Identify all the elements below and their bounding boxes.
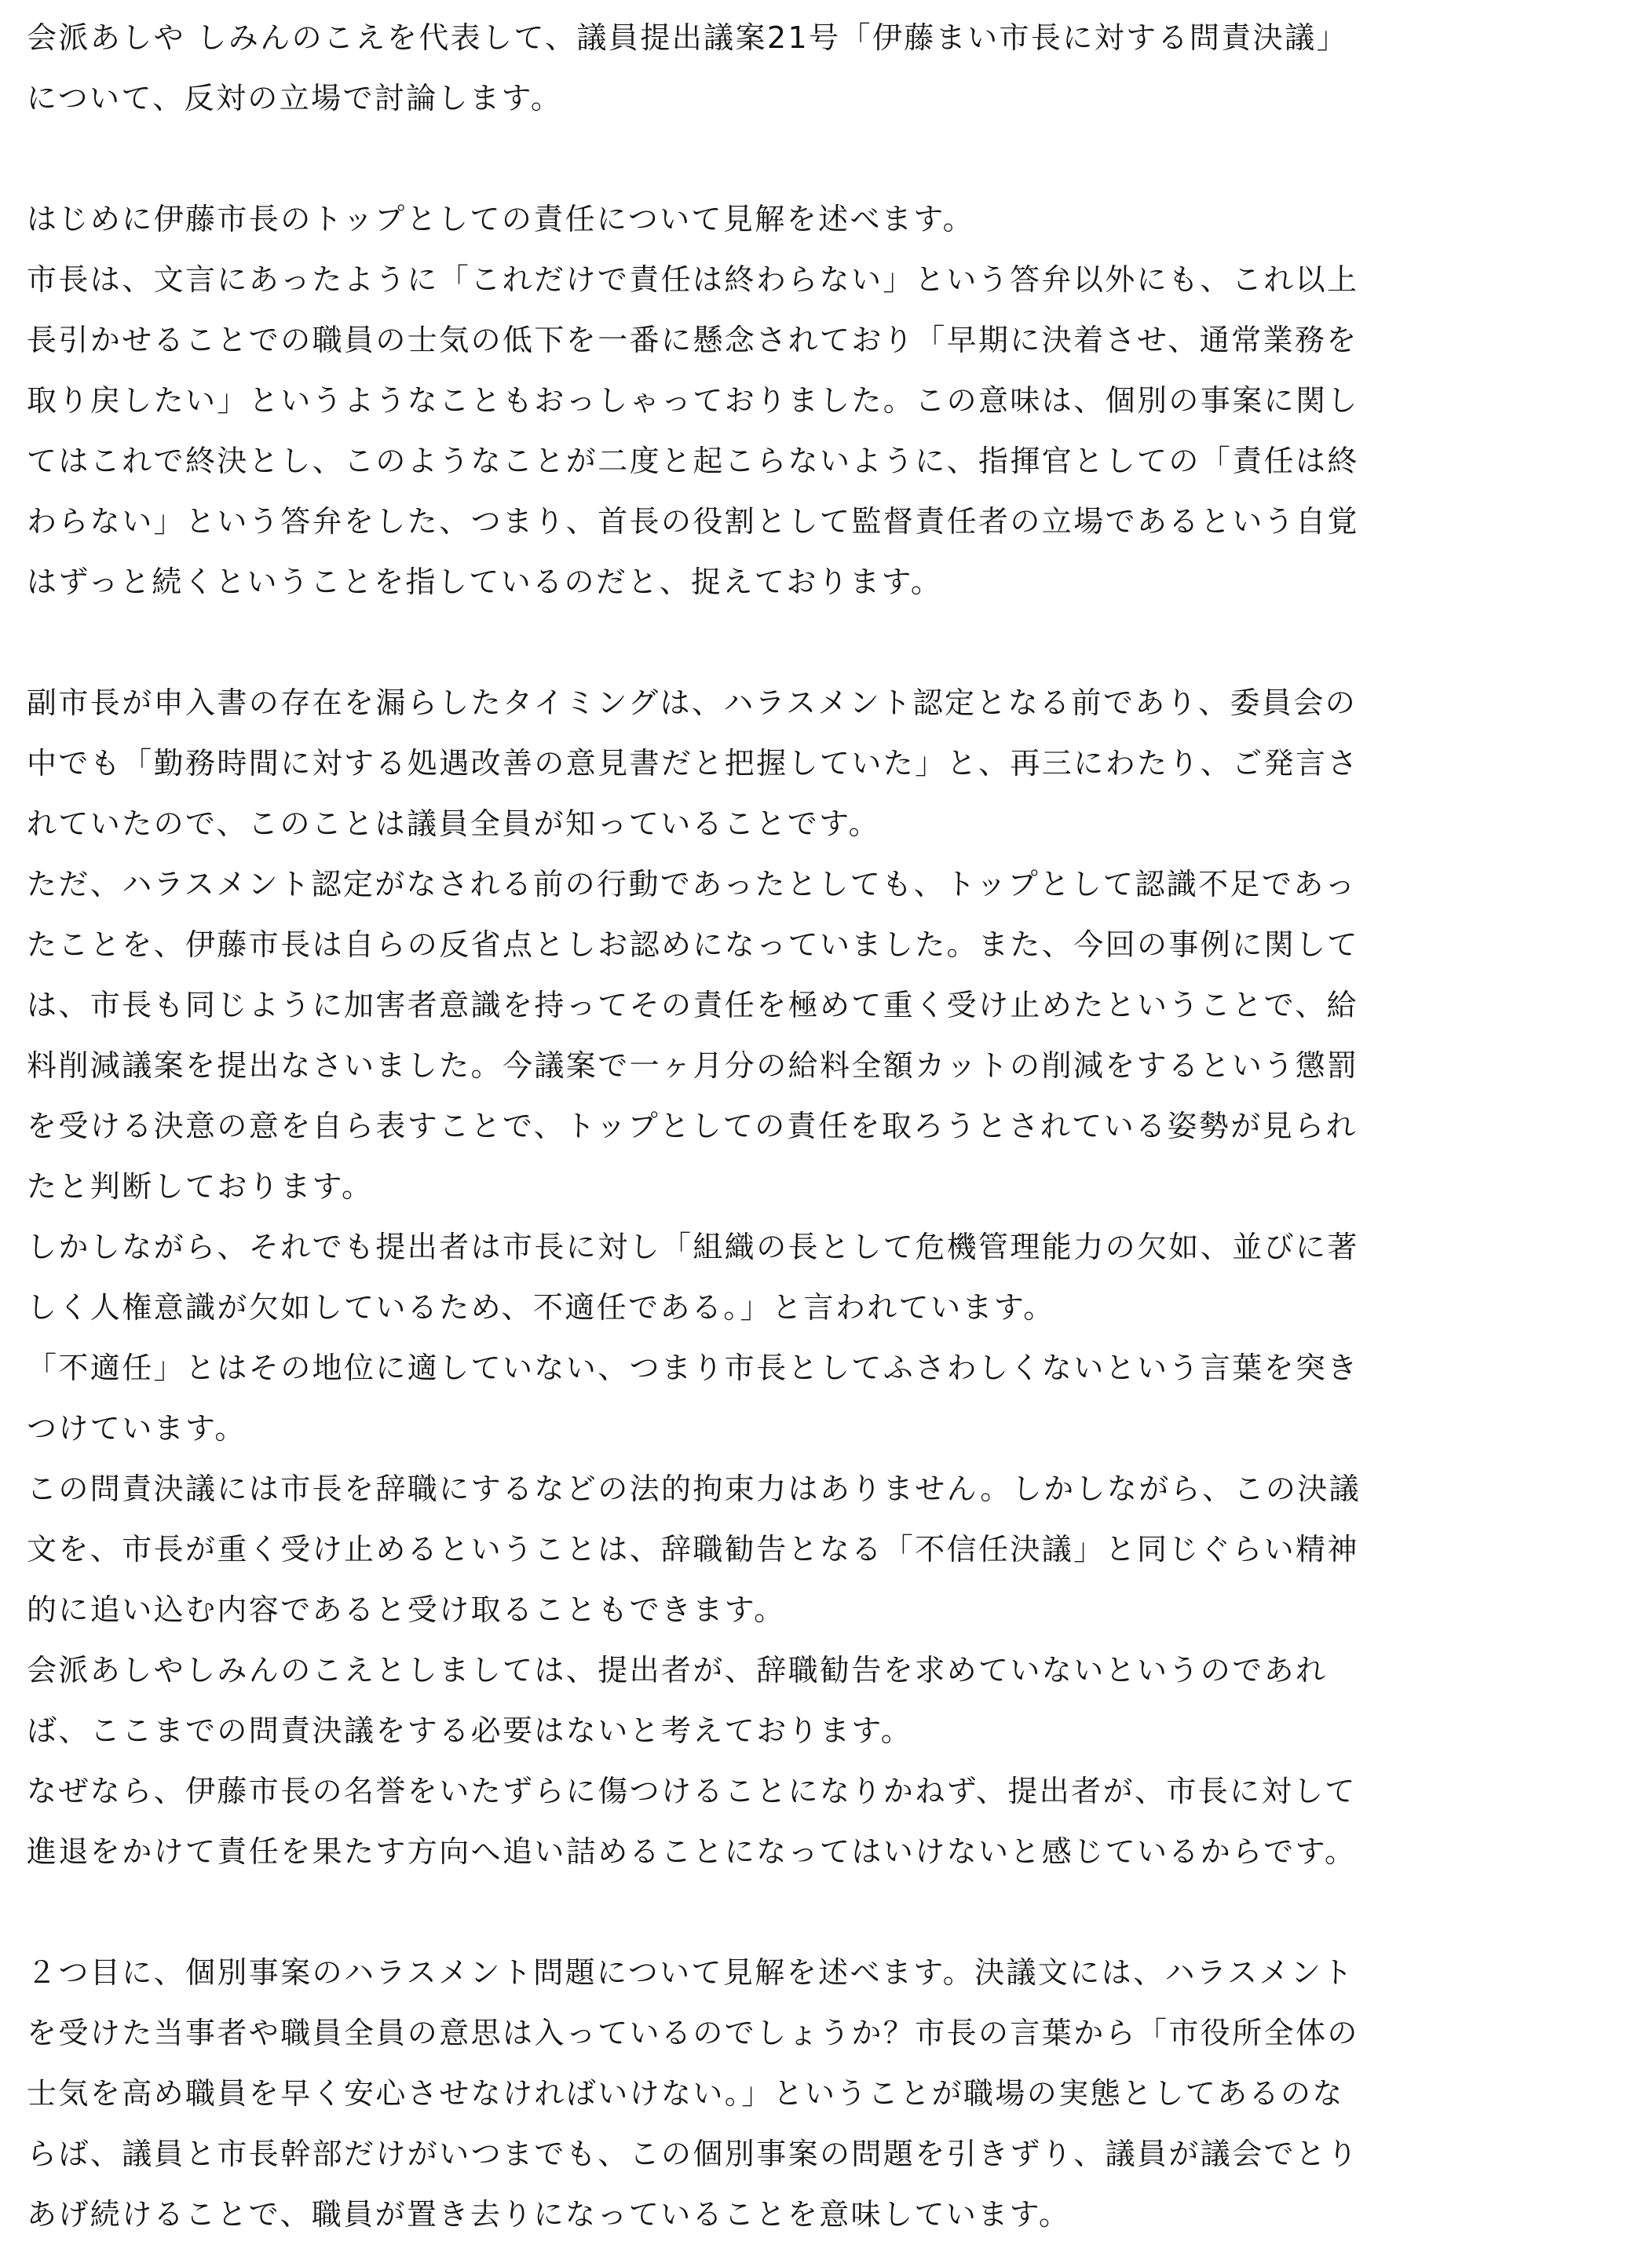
text-line: この問責決議には市長を辞職にするなどの法的拘束力はありません。しかしながら、この決議 bbox=[27, 1472, 1361, 1506]
text-line: ただ、ハラスメント認定がなされる前の行動であったとしても、トップとして認識不足であっ bbox=[27, 867, 1357, 901]
text-line: を受ける決意の意を自ら表すことで、トップとしての責任を取ろうとされている姿勢が見られ bbox=[27, 1109, 1358, 1143]
text-line: れていたので、このことは議員全員が知っていることです。 bbox=[27, 806, 881, 841]
text-line: はじめに伊藤市長のトップとしての責任について見解を述べます。 bbox=[27, 202, 975, 236]
text-line: てはこれで終決とし、このようなことが二度と起こらないように、指揮官としての「責任は終 bbox=[27, 444, 1359, 478]
text-line: たことを、伊藤市長は自らの反省点としお認めになっていました。また、今回の事例に関して bbox=[27, 927, 1359, 962]
paragraph-mayor-responsibility bbox=[27, 189, 1621, 612]
text-line: 取り戻したい」というようなこともおっしゃっておりました。この意味は、個別の事案に関し bbox=[27, 383, 1359, 418]
text-line: について、反対の立場で討論します。 bbox=[27, 81, 563, 115]
text-line: 進退をかけて責任を果たす方向へ追い詰めることになってはいけないと感じているからです。 bbox=[27, 1834, 1357, 1869]
text-line: わらない」という答弁をした、つまり、首長の役割として監督責任者の立場であるという自覚 bbox=[27, 504, 1359, 539]
text-line: 副市長が申入書の存在を漏らしたタイミングは、ハラスメント認定となる前であり、委員会の bbox=[27, 686, 1358, 720]
text-line: しく人権意識が欠如しているため、不適任である。」と言われています。 bbox=[27, 1290, 1055, 1325]
text-line: ば、ここまでの問責決議をする必要はないと考えております。 bbox=[27, 1713, 913, 1748]
text-line: 的に追い込む内容であると受け取ることもできます。 bbox=[27, 1592, 786, 1627]
text-line: ２つ目に、個別事案のハラスメント問題について見解を述べます。決議文には、ハラスメント bbox=[27, 1955, 1354, 1990]
text-line: 会派あしや しみんのこえを代表して、議員提出議案21号「伊藤まい市長に対する問責決議」 bbox=[27, 20, 1348, 55]
text-line: を受けた当事者や職員全員の意思は入っているのでしょうか？市長の言葉から「市役所全体の bbox=[27, 2016, 1359, 2050]
text-line: は、市長も同じように加害者意識を持ってその責任を極めて重く受け止めたということで、給 bbox=[27, 988, 1359, 1022]
text-line: 文を、市長が重く受け止めるということは、辞職勧告となる「不信任決議」と同じぐらい精神 bbox=[27, 1532, 1359, 1567]
paragraph-intro bbox=[27, 8, 1621, 129]
text-line: つけています。 bbox=[27, 1411, 247, 1446]
paragraph-gap bbox=[27, 612, 1621, 673]
text-line: 「不適任」とはその地位に適していない、つまり市長としてふさわしくないという言葉を突き bbox=[27, 1351, 1359, 1385]
text-line: しかしながら、それでも提出者は市長に対し「組織の長として危機管理能力の欠如、並びに著 bbox=[27, 1230, 1359, 1264]
text-line: あげ続けることで、職員が置き去りになっていることを意味しています。 bbox=[27, 2197, 1071, 2232]
text-line: 中でも「勤務時間に対する処遇改善の意見書だと把握していた」と、再三にわたり、ご発言さ bbox=[27, 746, 1359, 781]
text-line: 市長は、文言にあったように「これだけで責任は終わらない」という答弁以外にも、これ以上 bbox=[27, 262, 1359, 297]
paragraph-gap bbox=[27, 1882, 1621, 1943]
paragraph-harassment-issue bbox=[27, 1943, 1621, 2245]
text-line: はずっと続くということを指しているのだと、捉えております。 bbox=[27, 565, 943, 599]
paragraph-gap bbox=[27, 129, 1621, 189]
text-line: らば、議員と市長幹部だけがいつまでも、この個別事案の問題を引きずり、議員が議会でとり bbox=[27, 2137, 1359, 2171]
text-line: 会派あしやしみんのこえとしましては、提出者が、辞職勧告を求めていないというのであれ bbox=[27, 1653, 1328, 1687]
text-line: 料削減議案を提出なさいました。今議案で一ヶ月分の給料全額カットの削減をするという懲罰 bbox=[27, 1048, 1359, 1083]
text-line: たと判断しております。 bbox=[27, 1169, 374, 1204]
text-line: 士気を高め職員を早く安心させなければいけない。」ということが職場の実態としてあるのな bbox=[27, 2076, 1344, 2111]
text-line: 長引かせることでの職員の士気の低下を一番に懸念されており「早期に決着させ、通常業務を bbox=[27, 323, 1358, 357]
paragraph-deputy-mayor bbox=[27, 673, 1621, 1882]
text-line: なぜなら、伊藤市長の名誉をいたずらに傷つけることになりかねず、提出者が、市長に対して bbox=[27, 1774, 1357, 1808]
